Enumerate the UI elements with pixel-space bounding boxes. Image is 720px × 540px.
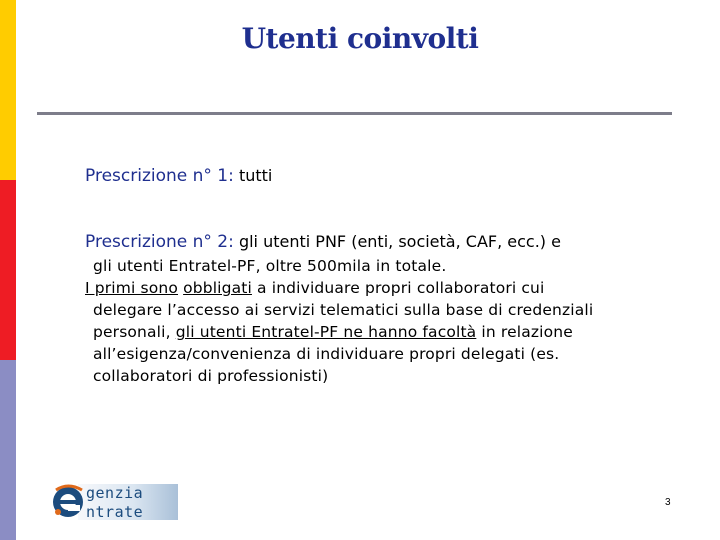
prescription-2-line-4: delegare l’accesso ai servizi telematici sulla base di credenziali [93,301,594,319]
prescription-2-line-2: gli utenti Entratel-PF, oltre 500mila in totale. [93,257,447,275]
prescription-2 [85,232,561,252]
underlined-first-obliged: I primi sono [85,279,179,297]
logo-text-line-1: genzia [86,484,144,502]
prescription-2-line-6: all’esigenza/convenienza di individuare propri delegati (es. [93,345,560,363]
prescription-2-label: Prescrizione n° 2: [85,232,234,252]
prescription-1-text: tutti [238,166,273,185]
title-divider [37,112,672,115]
prescription-1 [85,166,272,186]
line-3-rest: a individuare propri collaboratori cui [251,279,545,297]
underlined-facolta: gli utenti Entratel-PF ne hanno facoltà [175,323,477,341]
prescription-1-label: Prescrizione n° 1: [85,166,234,186]
agenzia-entrate-logo [50,482,180,522]
logo-text-line-2: ntrate [86,503,144,521]
prescription-2-line-3 [85,279,545,297]
prescription-2-text: gli utenti PNF (enti, società, CAF, ecc.) e [238,232,561,251]
underlined-obbligati: obbligati [183,279,252,297]
slide-title: Utenti coinvolti [241,22,479,55]
page-number: 3 [665,497,671,508]
side-stripe-blue [0,360,16,540]
prescription-2-line-7: collaboratori di professionisti) [93,367,329,385]
line-5-pre: personali, [93,323,176,341]
logo-mark-icon [50,482,90,522]
line-5-post: in relazione [476,323,573,341]
side-stripe-red [0,180,16,360]
prescription-2-line-5 [93,323,573,341]
